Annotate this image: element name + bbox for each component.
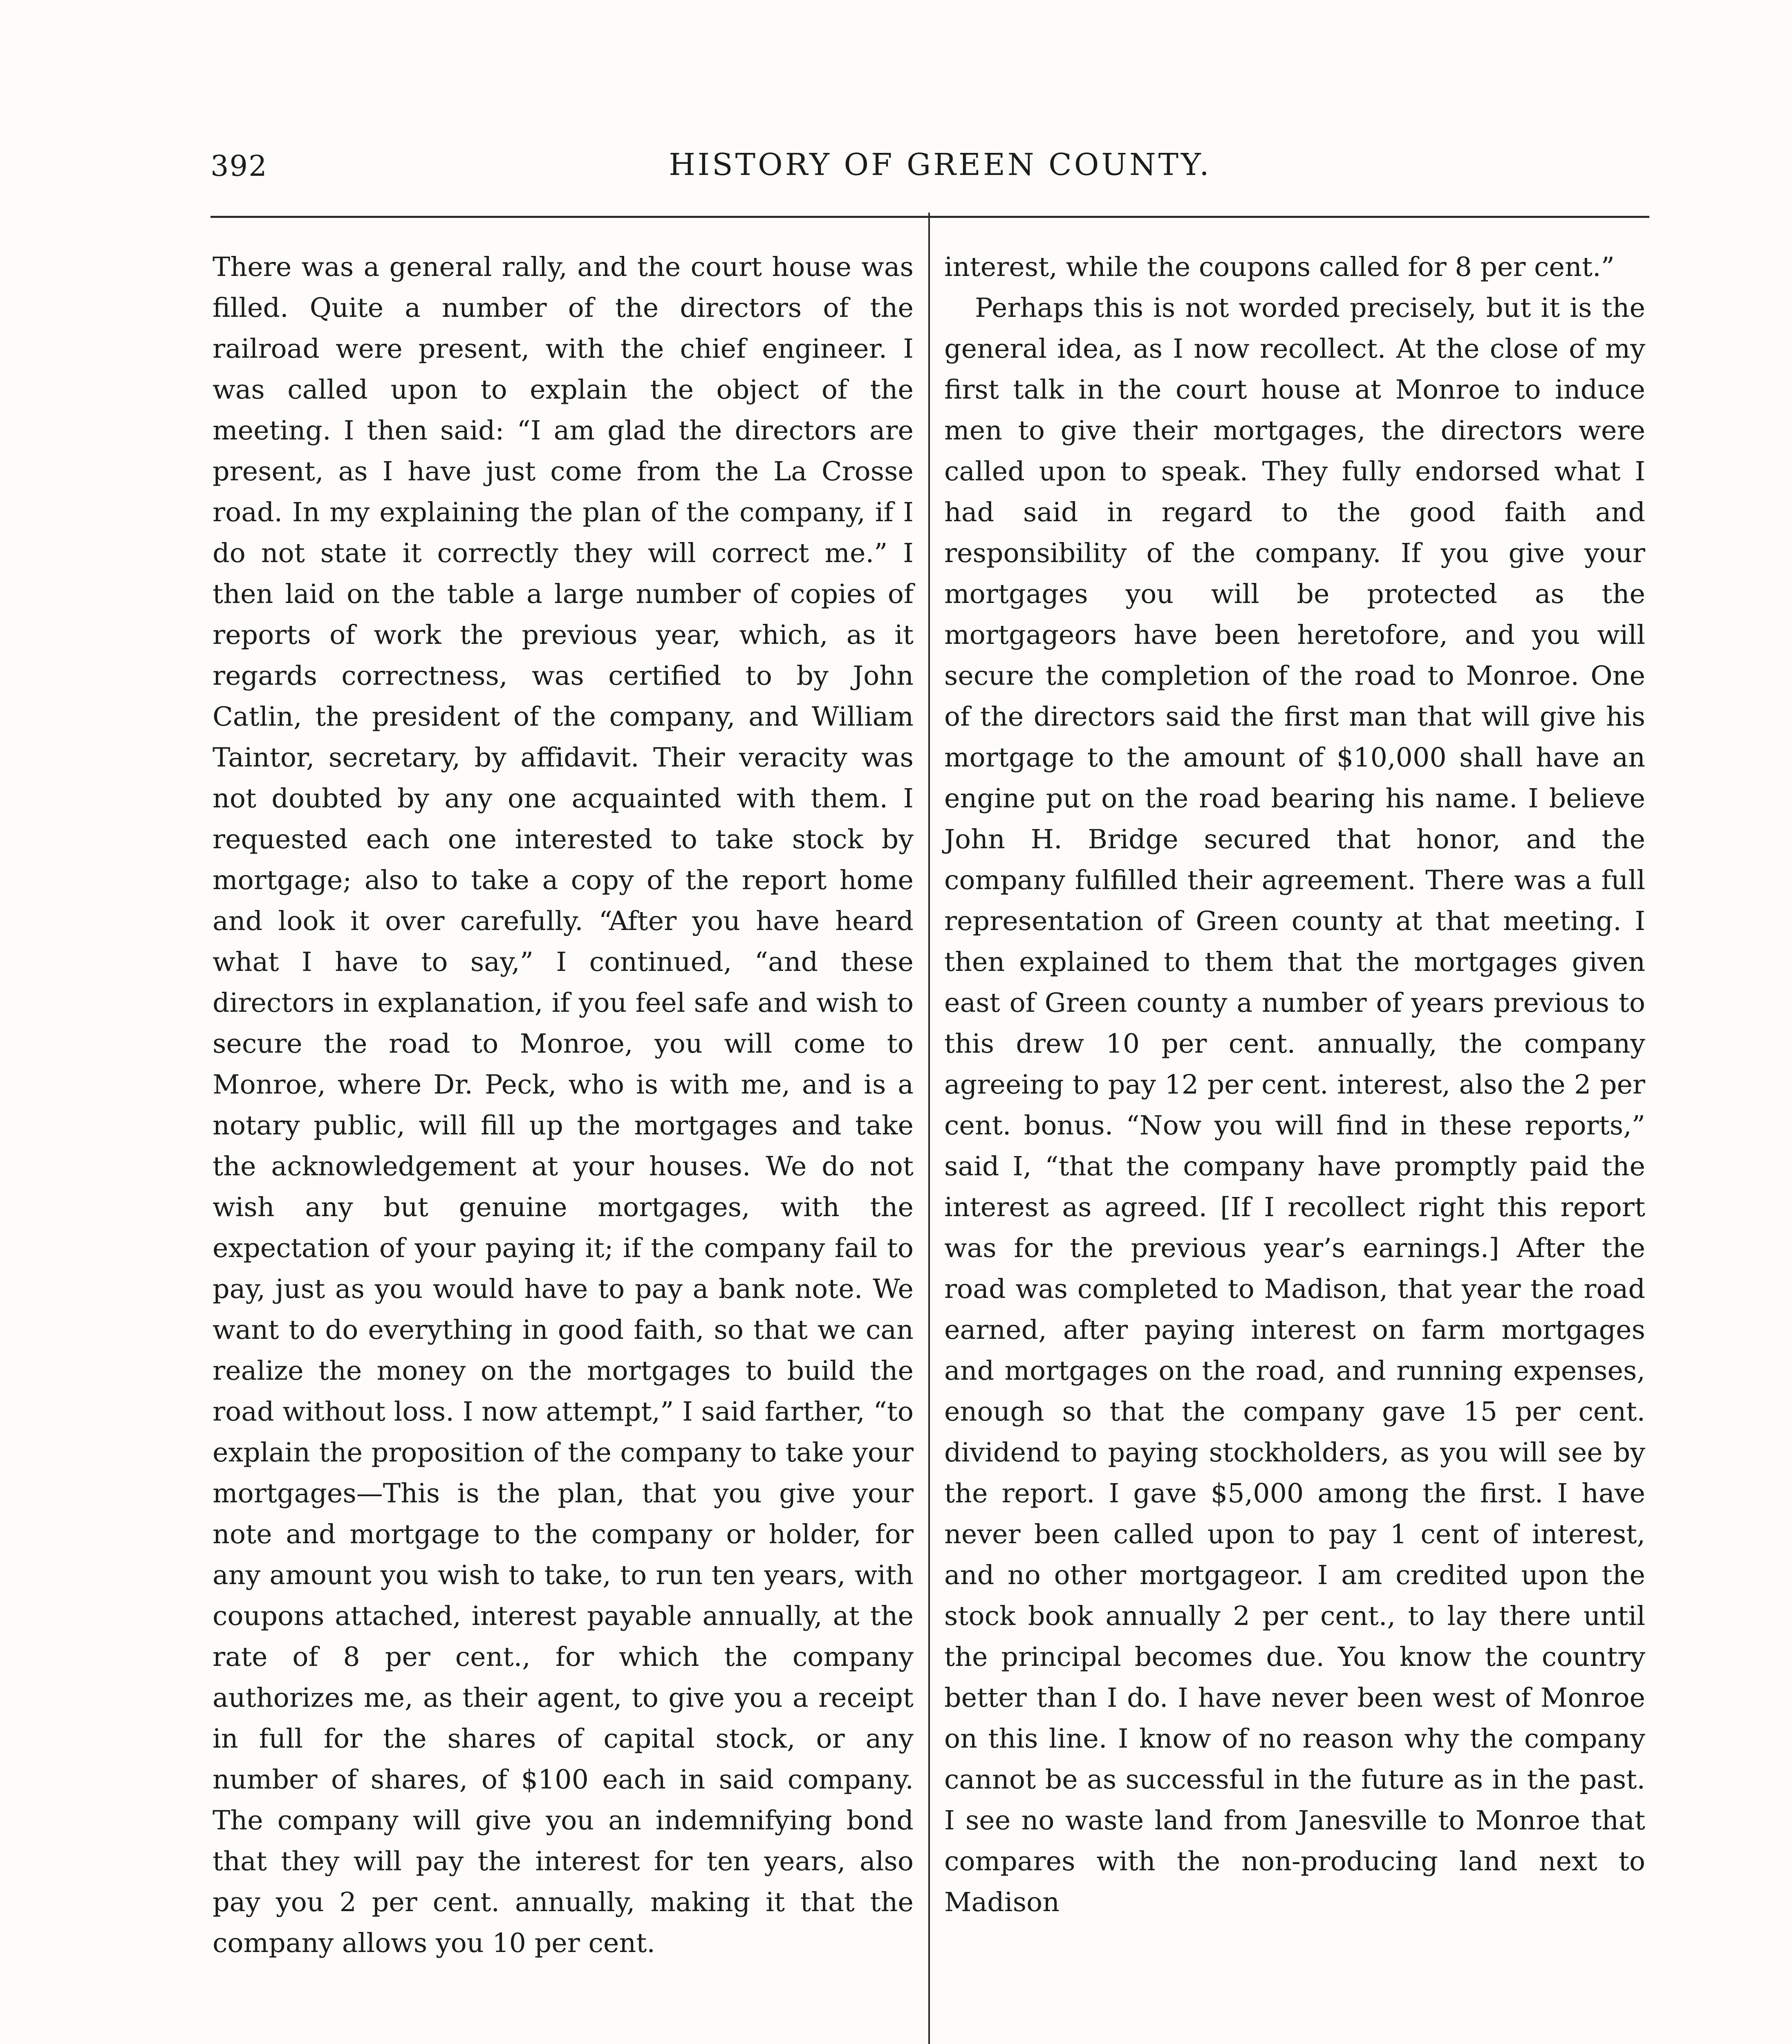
left-column bbox=[213, 247, 914, 1964]
right-paragraph-2: Perhaps this is not worded precisely, but it is the general idea, as I now recollect. At the close of my first talk in the court house at Monroe to induce men to give their mortgages, the directors were called upon to speak. They fully endorsed what I had said in regard to the good faith and responsibility of the company. If you give your mortgages you will be protected as the mortgageors have been heretofore, and you will secure the completion of the road to Monroe. One of the directors said the first man that will give his mortgage to the amount of $10,000 shall have an engine put on the road bearing his name. I believe John H. Bridge secured that honor, and the company fulfilled their agreement. There was a full representation of Green county at that meeting. I then explained to them that the mortgages given east of Green county a number of years previous to this drew 10 per cent. annually, the company agreeing to pay 12 per cent. interest, also the 2 per cent. bonus. “Now you will find in these reports,” said I, “that the company have promptly paid the interest as agreed. [If I recollect right this report was for the previous year’s earnings.] After the road was completed to Madison, that year the road earned, after paying interest on farm mortgages and mortgages on the road, and running expenses, enough so that the company gave 15 per cent. dividend to paying stockholders, as you will see by the report. I gave $5,000 among the first. I have never been called upon to pay 1 cent of interest, and no other mortgageor. I am credited upon the stock book annually 2 per cent., to lay there until the principal becomes due. You know the country better than I do. I have never been west of Monroe on this line. I know of no reason why the company cannot be as successful in the future as in the past. I see no waste land from Janesville to Monroe that compares with the non-producing land next to Madison bbox=[944, 293, 1645, 1918]
right-column bbox=[944, 247, 1645, 1923]
right-paragraph-1: interest, while the coupons called for 8 per cent.” bbox=[944, 252, 1615, 282]
column-divider bbox=[928, 213, 930, 2044]
header-rule bbox=[211, 216, 1649, 218]
running-title: HISTORY OF GREEN COUNTY. bbox=[669, 147, 1212, 182]
page-number: 392 bbox=[211, 149, 268, 183]
left-paragraph-1: There was a general rally, and the court house was filled. Quite a number of the directors of the railroad were present, with the chief engineer. I was called upon to explain the object of the meeting. I then said: “I am glad the directors are present, as I have just come from the La Crosse road. In my explaining the plan of the company, if I do not state it correctly they will correct me.” I then laid on the table a large number of copies of reports of work the previous year, which, as it regards correctness, was certified to by John Catlin, the president of the company, and William Taintor, secretary, by affidavit. Their veracity was not doubted by any one acquainted with them. I requested each one interested to take stock by mortgage; also to take a copy of the report home and look it over carefully. “After you have heard what I have to say,” I continued, “and these directors in explanation, if you feel safe and wish to secure the road to Monroe, you will come to Monroe, where Dr. Peck, who is with me, and is a notary public, will fill up the mortgages and take the acknowledgement at your houses. We do not wish any but genuine mortgages, with the expectation of your paying it; if the company fail to pay, just as you would have to pay a bank note. We want to do everything in good faith, so that we can realize the money on the mortgages to build the road without loss. I now attempt,” I said farther, “to explain the proposition of the company to take your mortgages—This is the plan, that you give your note and mortgage to the company or holder, for any amount you wish to take, to run ten years, with coupons attached, interest payable annually, at the rate of 8 per cent., for which the company authorizes me, as their agent, to give you a receipt in full for the shares of capital stock, or any number of shares, of $100 each in said company. The company will give you an indemnifying bond that they will pay the interest for ten years, also pay you 2 per cent. annually, making it that the company allows you 10 per cent. bbox=[213, 252, 914, 1959]
